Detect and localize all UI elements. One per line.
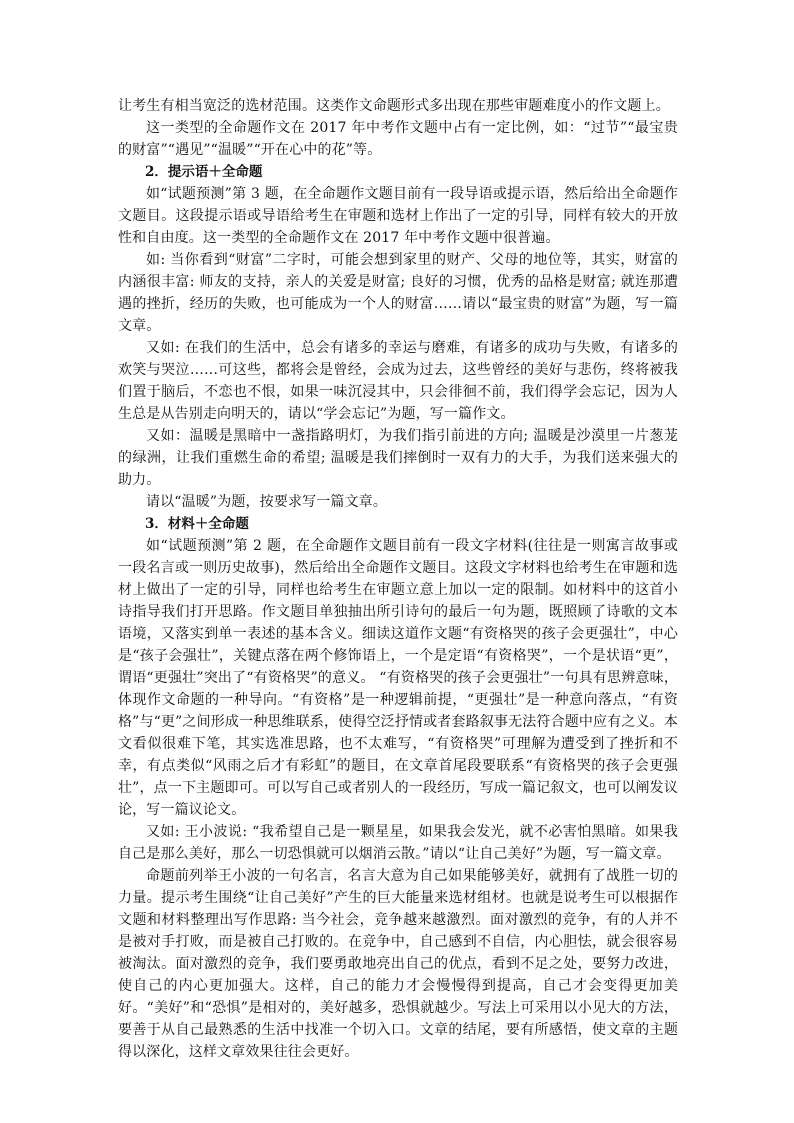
section-heading-prompt-plus-title: 2．提示语＋全命题 [145,164,263,180]
paragraph-analysis-wang-xiaobo: 命题前列举王小波的一句名言，名言大意为自己如果能够美好，就拥有了战胜一切的力量。提示考生围绕“让自己美好”产生的巨大能量来选材组材。也就是说考生可以根据作文题和材料整理出写作思路: 当今社会，竞争越来越激烈。面对激烈的竞争，有的人并不是被对手打败，而是被自己打败的。在竞争中，自己感到不自信，内心胆怯，就会很容易被淘汰。面对激烈的竞争，我们要勇敢地亮出自己的优点，看到不足之处，要努力改进，使自己的内心更加强大。这样，自己的能力才会慢慢得到提高，自己才会变得更加美好。“美好”和“恐惧”是相对的，美好越多，恐惧就越少。写法上可采用以小见大的方法，要善于从自己最熟悉的生活中找准一个切入口。文章的结尾，要有所感悟，使文章的主题得以深化，这样文章效果往往会更好。 [118,868,678,1060]
paragraph-example-warmth: 又如：温暖是黑暗中一盏指路明灯，为我们指引前进的方向; 温暖是沙漠里一片葱茏的绿洲，让我们重燃生命的希望; 温暖是我们摔倒时一双有力的大手，为我们送来强大的助力。 [118,428,678,488]
paragraph-example-wang-xiaobo: 又如: 王小波说: “我希望自己是一颗星星，如果我会发光，就不必害怕黑暗。如果我自己是那么美好，那么一切恐惧就可以烟消云散。”请以“让自己美好”为题，写一篇文章。 [118,824,678,862]
paragraph-intro-continuation: 让考生有相当宽泛的选材范围。这类作文命题形式多出现在那些审题难度小的作文题上。 [118,98,670,114]
section-heading-material-plus-title: 3．材料＋全命题 [145,516,249,532]
paragraph-full-title-examples: 这一类型的全命题作文在 2017 年中考作文题中占有一定比例，如：“过节”“最宝贵的财富”“遇见”“温暖”“开在心中的花”等。 [118,120,678,158]
paragraph-example-wealth: 如: 当你看到“财富”二字时，可能会想到家里的财产、父母的地位等，其实，财富的内涵很丰富: 师友的支持，亲人的关爱是财富; 良好的习惯，优秀的品格是财富; 就连那遭遇的挫折，经历的失败，也可能成为一个人的财富……请以“最宝贵的财富”为题，写一篇文章。 [118,252,678,334]
paragraph-prompt-explanation: 如“试题预测”第 3 题，在全命题作文题目前有一段导语或提示语，然后给出全命题作文题目。这段提示语或导语给考生在审题和选材上作出了一定的引导，同样有较大的开放性和自由度。这一类型的全命题作文在 2017 年中考作文题中很普遍。 [118,186,678,246]
paragraph-warmth-instruction: 请以“温暖”为题，按要求写一篇文章。 [146,494,388,510]
paragraph-material-explanation: 如“试题预测”第 2 题，在全命题作文题目前有一段文字材料(往往是一则寓言故事或一段名言或一则历史故事)，然后给出全命题作文题目。这段文字材料也给考生在审题和选材上做出了一定的引导，同样也给考生在审题立意上加以一定的限制。如材料中的这首小诗指导我们打开思路。作文题目单独抽出所引诗句的最后一句为题，既照顾了诗歌的文本语境，又落实到单一表述的基本含义。细读这道作文题“有资格哭的孩子会更强壮”，中心是“孩子会强壮”，关键点落在两个修饰语上，一个是定语“有资格哭”，一个是状语“更”，谓语“更强壮”突出了“有资格哭”的意义。 “有资格哭的孩子会更强壮”一句具有思辨意味，体现作文命题的一种导向。“有资格”是一种逻辑前提，“更强壮”是一种意向落点，“有资格”与“更”之间形成一种思维联系，使得空泛抒情或者套路叙事无法符合题中应有之义。本文看似很难下笔，其实选准思路，也不太难写，“有资格哭”可理解为遭受到了挫折和不幸，有点类似“风雨之后才有彩虹”的题目，在文章首尾段要联系“有资格哭的孩子会更强壮”，点一下主题即可。可以写自己或者别人的一段经历，写成一篇记叙文，也可以阐发议论，写一篇议论文。 [118,538,678,818]
document-page [118,95,678,1063]
paragraph-example-forget: 又如: 在我们的生活中，总会有诸多的幸运与磨难，有诸多的成功与失败，有诸多的欢笑与哭泣……可这些，都将会是曾经，会成为过去，这些曾经的美好与悲伤，终将被我们置于脑后，不恋也不恨，如果一味沉浸其中，只会徘徊不前，我们得学会忘记，因为人生总是从告别走向明天的，请以“学会忘记”为题，写一篇作文。 [118,340,678,422]
